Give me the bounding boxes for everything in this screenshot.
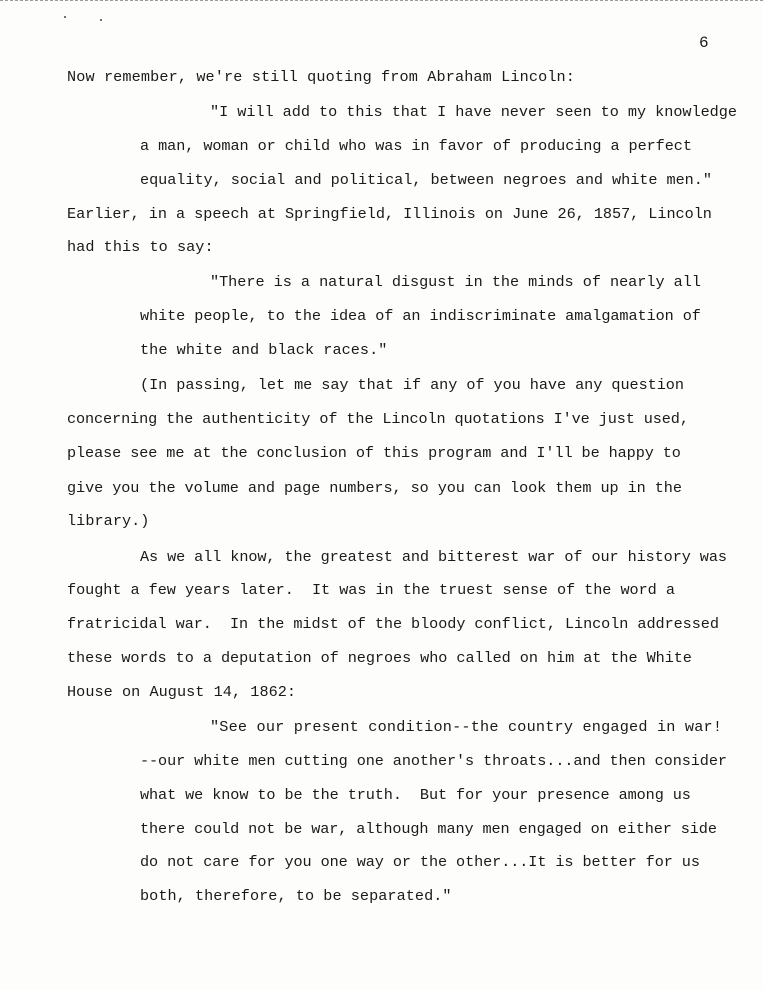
quote-line: "There is a natural disgust in the minds of nearly all xyxy=(210,273,701,291)
page-number: 6 xyxy=(699,34,709,52)
text-line: As we all know, the greatest and bitterest war of our history was xyxy=(140,548,727,566)
quote-line: do not care for you one way or the other...It is better for us xyxy=(140,853,700,871)
text-line: Now remember, we're still quoting from Abraham Lincoln: xyxy=(67,68,576,86)
quote-line: a man, woman or child who was in favor of producing a perfect xyxy=(140,137,692,155)
text-line: library.) xyxy=(67,512,150,530)
quote-line: white people, to the idea of an indiscriminate amalgamation of xyxy=(140,307,701,325)
page-top-border xyxy=(0,0,763,1)
quote-line: equality, social and political, between negroes and white men." xyxy=(140,171,712,189)
quote-line: both, therefore, to be separated." xyxy=(140,887,452,905)
quote-line: "I will add to this that I have never seen to my knowledge xyxy=(210,103,737,121)
text-line: House on August 14, 1862: xyxy=(67,683,297,701)
text-line: please see me at the conclusion of this program and I'll be happy to xyxy=(67,444,681,462)
quote-line: "See our present condition--the country engaged in war! xyxy=(210,718,723,736)
quote-line: there could not be war, although many men engaged on either side xyxy=(140,820,717,838)
text-line: fought a few years later. It was in the truest sense of the word a xyxy=(67,581,675,599)
scan-speck xyxy=(100,19,102,21)
quote-line: the white and black races." xyxy=(140,341,388,359)
quote-line: what we know to be the truth. But for your presence among us xyxy=(140,786,691,804)
text-line: had this to say: xyxy=(67,238,214,256)
text-line: (In passing, let me say that if any of you have any question xyxy=(140,376,684,394)
text-line: give you the volume and page numbers, so you can look them up in the xyxy=(67,479,682,497)
text-line: fratricidal war. In the midst of the bloody conflict, Lincoln addressed xyxy=(67,615,719,633)
scan-speck xyxy=(64,16,66,18)
quote-line: --our white men cutting one another's throats...and then consider xyxy=(140,752,727,770)
text-line: these words to a deputation of negroes who called on him at the White xyxy=(67,649,692,667)
text-line: Earlier, in a speech at Springfield, Illinois on June 26, 1857, Lincoln xyxy=(67,205,712,223)
text-line: concerning the authenticity of the Lincoln quotations I've just used, xyxy=(67,410,689,428)
